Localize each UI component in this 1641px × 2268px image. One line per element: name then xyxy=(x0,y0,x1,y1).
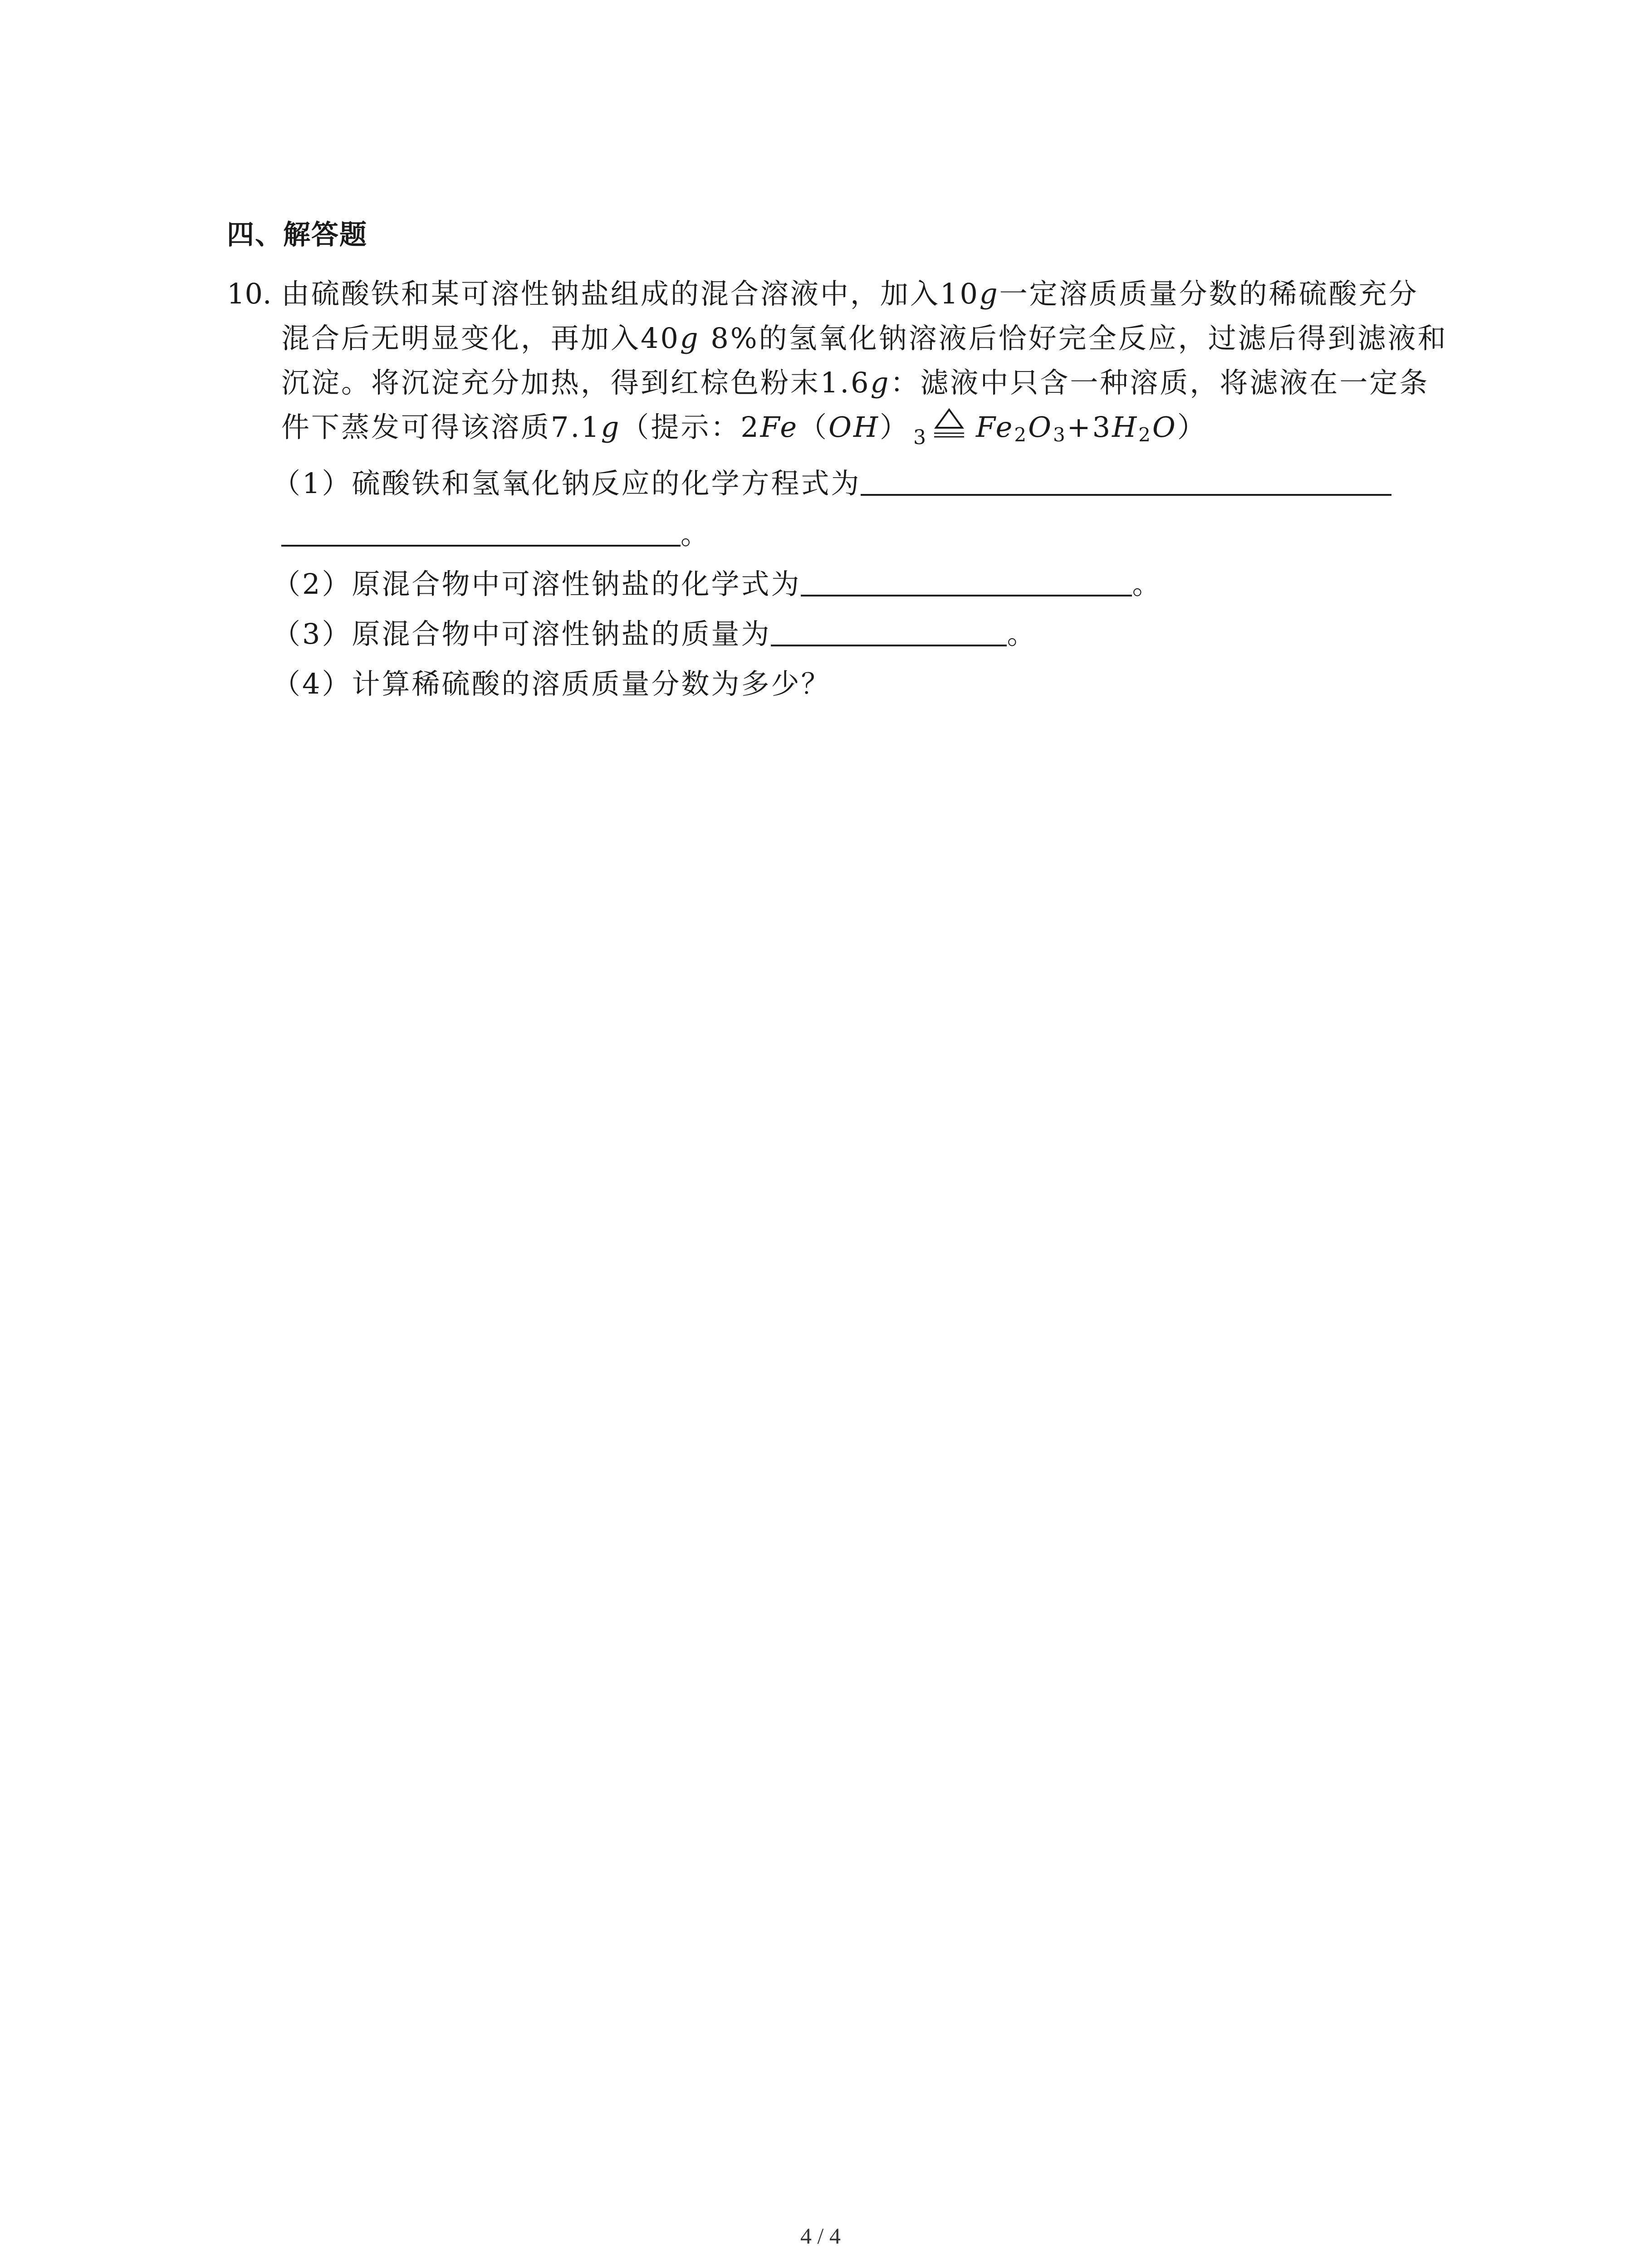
question-text: 由硫酸铁和某可溶性钠盐组成的混合溶液中，加入10 xyxy=(281,277,980,310)
question-text: 件下蒸发可得该溶质7.1 xyxy=(281,411,601,444)
part-1-text: （1）硫酸铁和氢氧化钠反应的化学方程式为 xyxy=(272,467,861,500)
question-line-3 xyxy=(281,359,1429,406)
question-text: 一定溶质质量分数的稀硫酸充分 xyxy=(999,277,1419,310)
answer-blank-3[interactable] xyxy=(771,613,1007,646)
formula-subscript: 3 xyxy=(913,426,928,449)
period: 。 xyxy=(681,518,711,551)
formula-h: H xyxy=(1112,411,1139,444)
formula-o: O xyxy=(1152,411,1177,444)
part-1-continued xyxy=(281,513,710,556)
formula-paren: ） xyxy=(880,411,910,444)
period: 。 xyxy=(1007,617,1037,650)
unit-g: g xyxy=(680,322,700,355)
unit-g: g xyxy=(601,411,621,444)
page-number: 4 / 4 xyxy=(800,2223,841,2248)
question-text: ：滤液中只含一种溶质，将滤液在一定条 xyxy=(890,366,1430,399)
heat-condition-icon xyxy=(932,408,966,440)
hint-open: （提示：2 xyxy=(621,411,760,444)
part-1 xyxy=(272,462,1391,505)
question-line-2 xyxy=(281,315,1448,362)
formula-paren: （ xyxy=(798,411,829,444)
formula-subscript: 3 xyxy=(1053,424,1067,446)
formula-subscript: 2 xyxy=(1138,424,1152,446)
part-2 xyxy=(272,562,1162,606)
formula-fe: Fe xyxy=(760,411,799,444)
answer-blank-2[interactable] xyxy=(801,563,1132,596)
question-text: 8%的氢氧化钠溶液后恰好完全反应，过滤后得到滤液和 xyxy=(700,322,1448,355)
formula-subscript: 2 xyxy=(1014,424,1029,446)
part-3 xyxy=(272,612,1037,656)
answer-blank-1b[interactable] xyxy=(281,513,681,547)
part-4-text: （4）计算稀硫酸的溶质质量分数为多少？ xyxy=(272,667,831,700)
section-title: 四、解答题 xyxy=(227,219,367,251)
question-text: 混合后无明显变化，再加入40 xyxy=(281,322,680,355)
question-line-4 xyxy=(281,404,1207,461)
unit-g: g xyxy=(870,366,891,399)
answer-blank-1a[interactable] xyxy=(861,462,1391,496)
unit-g: g xyxy=(979,277,999,310)
formula-oh: OH xyxy=(828,411,880,444)
formula-fe: Fe xyxy=(976,411,1014,444)
part-2-text: （2）原混合物中可溶性钠盐的化学式为 xyxy=(272,567,801,601)
hint-close: ） xyxy=(1177,411,1207,444)
period: 。 xyxy=(1132,567,1162,601)
question-number: 10. xyxy=(227,277,272,310)
part-3-text: （3）原混合物中可溶性钠盐的质量为 xyxy=(272,617,771,650)
part-4 xyxy=(272,662,831,706)
formula-o: O xyxy=(1028,411,1053,444)
question-line-1 xyxy=(281,270,1419,318)
question-text: 沉淀。将沉淀充分加热，得到红棕色粉末1.6 xyxy=(281,366,871,399)
formula-plus: +3 xyxy=(1067,411,1112,444)
